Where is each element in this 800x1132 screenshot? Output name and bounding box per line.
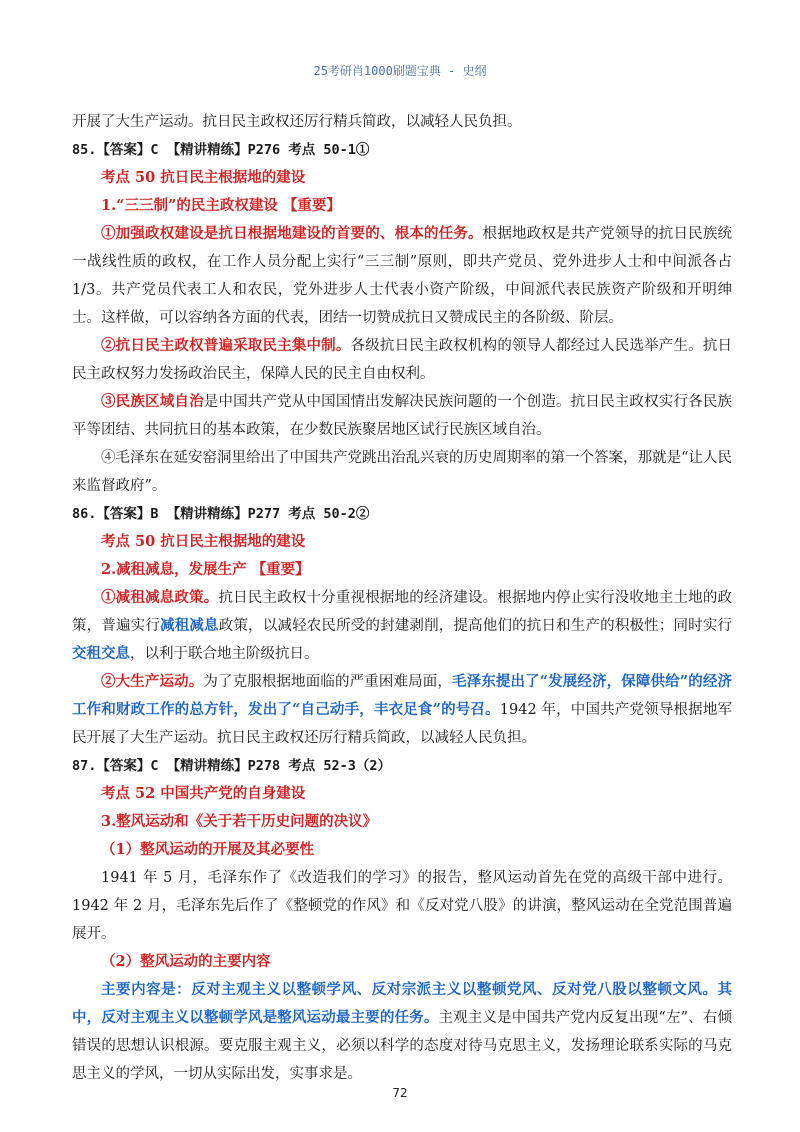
- paragraph-text: 根据地政权是共产党领导的抗日民族统一战线性质的政权，在工作人员分配上实行“三三制”原则，即共产党员、党外进步人士和中间派各占 1/3。共产党员代表工人和农民，党外进步人士代表小资产阶级，中间派代表民族资产阶级和开明绅士。这样做，可以容纳各方面的代表，团结一切赞成抗日又赞成民主的各阶级、阶层。: [72, 226, 732, 326]
- paragraph-text: 各级抗日民主政权机构的领导人都经过人民选举产生。抗日民主政权努力发扬政治民主，保障人民的民主自由权利。: [72, 338, 733, 382]
- highlight-red: ③民族区域自治: [101, 393, 204, 410]
- topic-50-b: 考点 50 抗日民主根据地的建设: [101, 533, 306, 550]
- paragraph-87-1: 1941 年 5 月，毛泽东作了《改造我们的学习》的报告，整风运动首先在党的高级干部中进行。1942 年 2 月，毛泽东先后作了《整顿党的作风》和《反对党八股》的讲演，整风运动在全党范围普遍展开。: [72, 870, 732, 942]
- document-body: [72, 108, 732, 1088]
- highlight-red: ②大生产运动。: [101, 673, 204, 690]
- paragraph-87-2: [72, 976, 732, 1088]
- topic-52: 考点 52 中国共产党的自身建设: [101, 785, 306, 802]
- paragraph-text: ，以利于联合地主阶级抗日。: [130, 646, 319, 662]
- paragraph-86-2: [72, 668, 732, 752]
- paragraph-text: 为了克服根据地面临的严重困难局面，: [203, 674, 452, 690]
- page-header: 25考研肖1000刷题宝典 - 史纲: [313, 64, 487, 78]
- highlight-blue: 交租交息: [72, 645, 130, 662]
- paragraph-85-2: [72, 332, 732, 388]
- paragraph-85-4: ④毛泽东在延安窑洞里给出了中国共产党跳出治乱兴衰的历史周期率的第一个答案，那就是“让人民来监督政府”。: [72, 450, 732, 494]
- paragraph-85-1: [72, 220, 732, 332]
- highlight-red: ①加强政权建设是抗日根据地建设的首要的、根本的任务。: [101, 225, 483, 242]
- paragraph-text: 主观主义是中国共产党内反复出现“左”、右倾错误的思想认识根源。要克服主观主义，必须以科学的态度对待马克思主义，发扬理论联系实际的马克思主义的学风，一切从实际出发，实事求是。: [72, 1010, 732, 1082]
- paragraph-text: 1942 年，中国共产党领导根据地军民开展了大生产运动。抗日民主政权还厉行精兵简政，以减轻人民负担。: [72, 702, 732, 746]
- paragraph-text: 是中国共产党从中国国情出发解决民族问题的一个创造。抗日民主政权实行各民族平等团结、共同抗日的基本政策，在少数民族聚居地区试行民族区域自治。: [72, 394, 732, 438]
- topic-50-a: 考点 50 抗日民主根据地的建设: [101, 169, 306, 186]
- highlight-blue: 减租减息: [160, 617, 219, 634]
- answer-85: 85.【答案】C 【精讲精练】P276 考点 50-1①: [72, 142, 370, 158]
- page-number: 72: [392, 1086, 408, 1100]
- paragraph-86-1: [72, 584, 732, 668]
- paragraph-text: 政策，以减轻农民所受的封建剥削，提高他们的抗日和生产的积极性；同时实行: [218, 618, 733, 634]
- highlight-blue: 毛泽东提出了“发展经济，保障供给”的经济工作和财政工作的总方针，发出了“自己动手，丰衣足食”的号召。: [72, 673, 733, 718]
- heading-rectification: 3.整风运动和《关于若干历史问题的决议》: [101, 813, 378, 830]
- heading-rent-reduction: 2.减租减息，发展生产 【重要】: [101, 561, 310, 578]
- heading-three-thirds: 1.“三三制”的民主政权建设 【重要】: [101, 197, 341, 214]
- subheading-2: （2）整风运动的主要内容: [101, 953, 271, 970]
- paragraph-85-3: [72, 388, 732, 444]
- continued-paragraph: 开展了大生产运动。抗日民主政权还厉行精兵简政，以减轻人民负担。: [72, 114, 522, 130]
- subheading-1: （1）整风运动的开展及其必要性: [101, 841, 315, 858]
- paragraph-text: 抗日民主政权十分重视根据地的经济建设。根据地内停止实行没收地主土地的政策，普遍实行: [72, 590, 733, 634]
- answer-87: 87.【答案】C 【精讲精练】P278 考点 52-3（2）: [72, 758, 392, 774]
- answer-86: 86.【答案】B 【精讲精练】P277 考点 50-2②: [72, 506, 370, 522]
- highlight-blue: 主要内容是：反对主观主义以整顿学风、反对宗派主义以整顿党风、反对党八股以整顿文风。其中，反对主观主义以整顿学风是整风运动最主要的任务。: [72, 981, 732, 1026]
- highlight-red: ①减租减息政策。: [101, 589, 219, 606]
- highlight-red: ②抗日民主政权普遍采取民主集中制。: [101, 337, 351, 354]
